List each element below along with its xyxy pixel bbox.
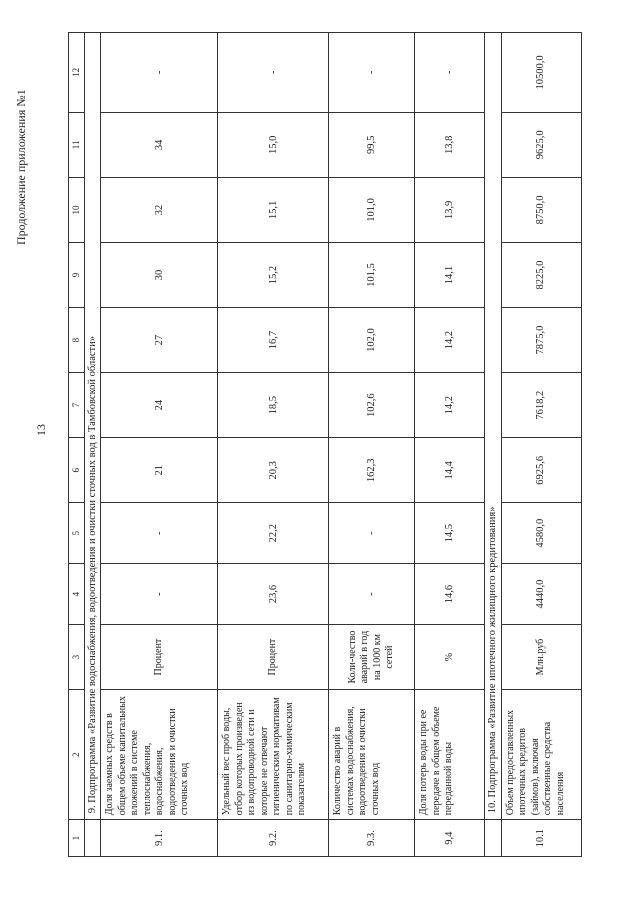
- value-cell: -: [329, 564, 415, 625]
- col-number: 9: [69, 242, 85, 307]
- value-cell: -: [329, 33, 415, 113]
- value-cell: 7875,0: [501, 308, 581, 373]
- unit: Процент: [218, 625, 329, 690]
- value-cell: 14,6: [415, 564, 485, 625]
- value-cell: 16,7: [218, 308, 329, 373]
- col-number: 5: [69, 503, 85, 564]
- value-cell: 7618,2: [501, 373, 581, 438]
- indicator-name: Объем предоставленных ипотечных кредитов (займов), включая собственные средства населения: [501, 690, 581, 820]
- value-cell: 13,9: [415, 177, 485, 242]
- table-row: [101, 33, 218, 857]
- value-cell: 8225,0: [501, 242, 581, 307]
- section-row: [485, 33, 501, 857]
- page-number: 13: [34, 424, 48, 436]
- value-cell: 101,5: [329, 242, 415, 307]
- value-cell: 32: [101, 177, 218, 242]
- table-row: [415, 33, 485, 857]
- appendix-continuation-header: Продолжение приложения №1: [14, 89, 28, 245]
- col-number: 1: [69, 820, 85, 857]
- value-cell: -: [101, 33, 218, 113]
- value-cell: 102,0: [329, 308, 415, 373]
- value-cell: 15,1: [218, 177, 329, 242]
- value-cell: -: [218, 33, 329, 113]
- value-cell: 14,5: [415, 503, 485, 564]
- value-cell: -: [101, 503, 218, 564]
- value-cell: 14,1: [415, 242, 485, 307]
- value-cell: 10500,0: [501, 33, 581, 113]
- value-cell: 162,3: [329, 438, 415, 503]
- unit: Коли-чество аварий в год на 1000 км сетей: [329, 625, 415, 690]
- row-number: 10.1: [501, 820, 581, 857]
- value-cell: 13,8: [415, 112, 485, 177]
- col-number: 10: [69, 177, 85, 242]
- col-number: 3: [69, 625, 85, 690]
- value-cell: 20,3: [218, 438, 329, 503]
- section-title: 9. Подпрограмма «Развитие водоснабжения, водоотведения и очистки сточных вод в Тамбовской области»: [85, 33, 101, 820]
- value-cell: 6925,6: [501, 438, 581, 503]
- indicator-name: Доля потерь воды при ее передаче в общем объеме переданной воды: [415, 690, 485, 820]
- value-cell: -: [101, 564, 218, 625]
- row-number: 9.1.: [101, 820, 218, 857]
- value-cell: 4580,0: [501, 503, 581, 564]
- row-number: 9.3.: [329, 820, 415, 857]
- indicator-name: Количество аварий в системах водоснабжения, водоотведения и очистки сточных вод: [329, 690, 415, 820]
- indicator-name: Удельный вес проб воды, отбор которых произведен из водопроводной сети и которые не отвечают гигиеническим нормативам по санитарно-химическим показателям: [218, 690, 329, 820]
- value-cell: -: [329, 503, 415, 564]
- value-cell: 102,6: [329, 373, 415, 438]
- table-row: [501, 33, 581, 857]
- unit: Млн.руб: [501, 625, 581, 690]
- value-cell: 15,2: [218, 242, 329, 307]
- value-cell: 30: [101, 242, 218, 307]
- value-cell: 21: [101, 438, 218, 503]
- value-cell: 4440,0: [501, 564, 581, 625]
- value-cell: 14,2: [415, 373, 485, 438]
- section-row: [85, 33, 101, 857]
- table-row: [329, 33, 415, 857]
- value-cell: 14,2: [415, 308, 485, 373]
- value-cell: 15,0: [218, 112, 329, 177]
- indicator-name: Доля заемных средств в общем объеме капитальных вложений в системе теплоснабжения, водоснабжения, водоотведения и очистки сточных вод: [101, 690, 218, 820]
- table-row: [218, 33, 329, 857]
- value-cell: 8750,0: [501, 177, 581, 242]
- section-title: 10. Подпрограмма «Развитие ипотечного жилищного кредитования»: [485, 33, 501, 820]
- col-number: 4: [69, 564, 85, 625]
- value-cell: -: [415, 33, 485, 113]
- indicators-table: [68, 32, 582, 857]
- value-cell: 27: [101, 308, 218, 373]
- col-number: 7: [69, 373, 85, 438]
- value-cell: 22,2: [218, 503, 329, 564]
- col-number: 11: [69, 112, 85, 177]
- value-cell: 34: [101, 112, 218, 177]
- col-number: 6: [69, 438, 85, 503]
- value-cell: 101,0: [329, 177, 415, 242]
- unit: Процент: [101, 625, 218, 690]
- col-number: 12: [69, 33, 85, 113]
- row-number: 9,4: [415, 820, 485, 857]
- value-cell: 9625,0: [501, 112, 581, 177]
- row-number: 9.2.: [218, 820, 329, 857]
- value-cell: 14,4: [415, 438, 485, 503]
- col-number: 8: [69, 308, 85, 373]
- unit: %: [415, 625, 485, 690]
- value-cell: 23,6: [218, 564, 329, 625]
- rotated-table-container: [68, 32, 573, 857]
- value-cell: 24: [101, 373, 218, 438]
- column-number-row: [69, 33, 85, 857]
- value-cell: 99,5: [329, 112, 415, 177]
- value-cell: 18,5: [218, 373, 329, 438]
- col-number: 2: [69, 690, 85, 820]
